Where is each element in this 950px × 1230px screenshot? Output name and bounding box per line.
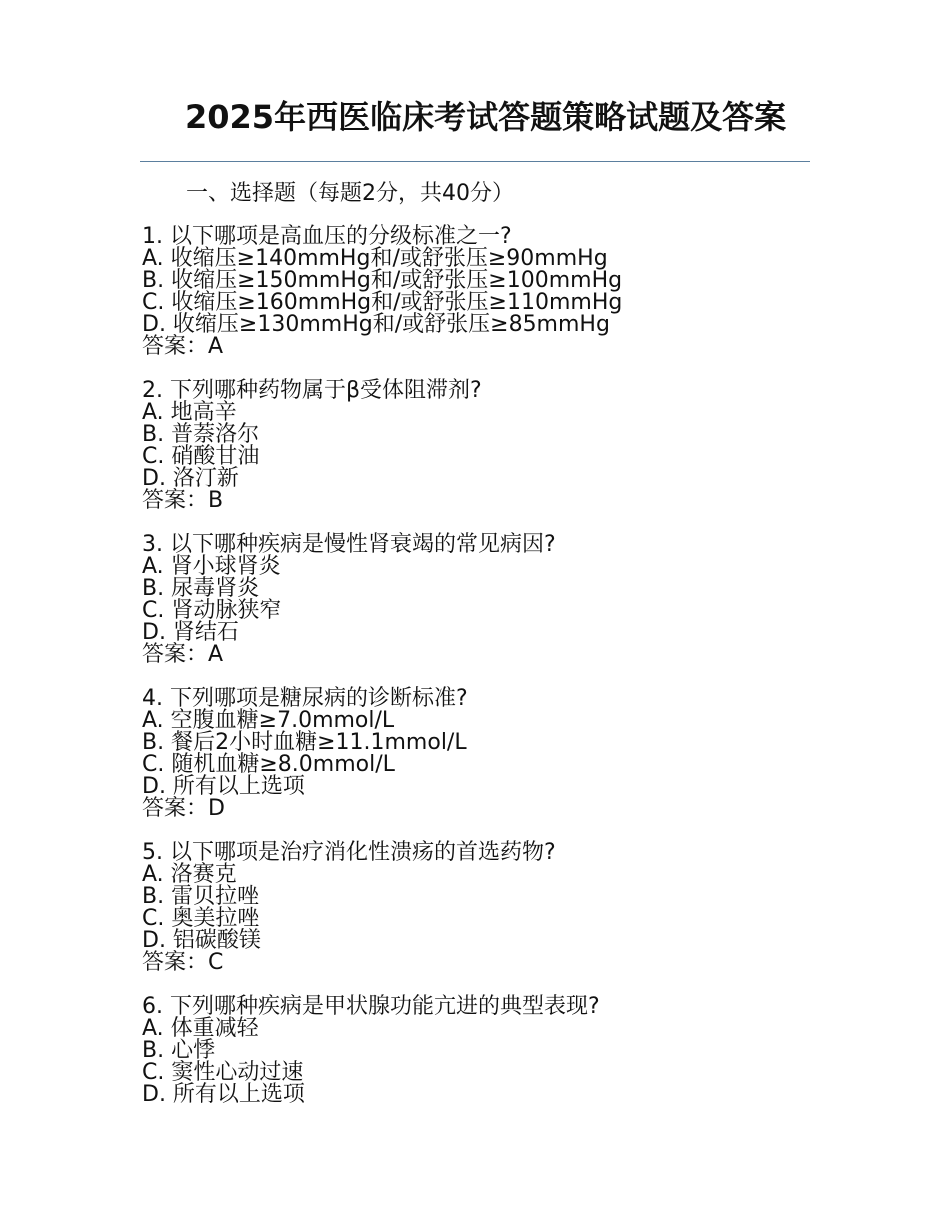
option-c: C. 奥美拉唑 bbox=[142, 906, 260, 931]
question-stem: 1. 以下哪项是高血压的分级标准之一? bbox=[142, 224, 512, 249]
option-a: A. 空腹血糖≥7.0mmol/L bbox=[142, 708, 395, 733]
question-item bbox=[142, 226, 802, 358]
option-c: C. 硝酸甘油 bbox=[142, 444, 260, 469]
option-d: D. 收缩压≥130mmHg和/或舒张压≥85mmHg bbox=[142, 312, 610, 337]
question-stem: 3. 以下哪种疾病是慢性肾衰竭的常见病因? bbox=[142, 532, 556, 557]
option-a: A. 地高辛 bbox=[142, 400, 237, 425]
question-item bbox=[142, 534, 802, 666]
question-item bbox=[142, 996, 802, 1106]
question-stem: 4. 下列哪项是糖尿病的诊断标准? bbox=[142, 686, 468, 711]
option-b: B. 普萘洛尔 bbox=[142, 422, 260, 447]
question-stem: 2. 下列哪种药物属于β受体阻滞剂? bbox=[142, 378, 482, 403]
option-d: D. 洛汀新 bbox=[142, 466, 239, 491]
option-a: A. 体重减轻 bbox=[142, 1016, 259, 1041]
question-item bbox=[142, 380, 802, 512]
answer: 答案：B bbox=[142, 488, 224, 513]
option-b: B. 尿毒肾炎 bbox=[142, 576, 260, 601]
title-divider bbox=[140, 161, 810, 162]
answer: 答案：D bbox=[142, 796, 225, 821]
answer: 答案：A bbox=[142, 642, 224, 667]
option-b: B. 餐后2小时血糖≥11.1mmol/L bbox=[142, 730, 467, 755]
option-b: B. 收缩压≥150mmHg和/或舒张压≥100mmHg bbox=[142, 268, 623, 293]
document-title: 2025年西医临床考试答题策略试题及答案 bbox=[185, 98, 787, 136]
option-d: D. 所有以上选项 bbox=[142, 1082, 305, 1107]
option-a: A. 洛赛克 bbox=[142, 862, 237, 887]
option-d: D. 肾结石 bbox=[142, 620, 239, 645]
answer: 答案：A bbox=[142, 334, 224, 359]
question-list bbox=[142, 226, 802, 1128]
option-c: C. 收缩压≥160mmHg和/或舒张压≥110mmHg bbox=[142, 290, 623, 315]
option-d: D. 铝碳酸镁 bbox=[142, 928, 261, 953]
option-a: A. 收缩压≥140mmHg和/或舒张压≥90mmHg bbox=[142, 246, 608, 271]
option-c: C. 窦性心动过速 bbox=[142, 1060, 304, 1085]
question-item bbox=[142, 842, 802, 974]
option-b: B. 雷贝拉唑 bbox=[142, 884, 260, 909]
question-stem: 6. 下列哪种疾病是甲状腺功能亢进的典型表现? bbox=[142, 994, 600, 1019]
question-stem: 5. 以下哪项是治疗消化性溃疡的首选药物? bbox=[142, 840, 556, 865]
answer: 答案：C bbox=[142, 950, 224, 975]
option-a: A. 肾小球肾炎 bbox=[142, 554, 281, 579]
option-c: C. 肾动脉狭窄 bbox=[142, 598, 282, 623]
question-item bbox=[142, 688, 802, 820]
option-b: B. 心悸 bbox=[142, 1038, 216, 1063]
section-heading: 一、选择题（每题2分，共40分） bbox=[186, 181, 514, 206]
option-d: D. 所有以上选项 bbox=[142, 774, 305, 799]
option-c: C. 随机血糖≥8.0mmol/L bbox=[142, 752, 395, 777]
